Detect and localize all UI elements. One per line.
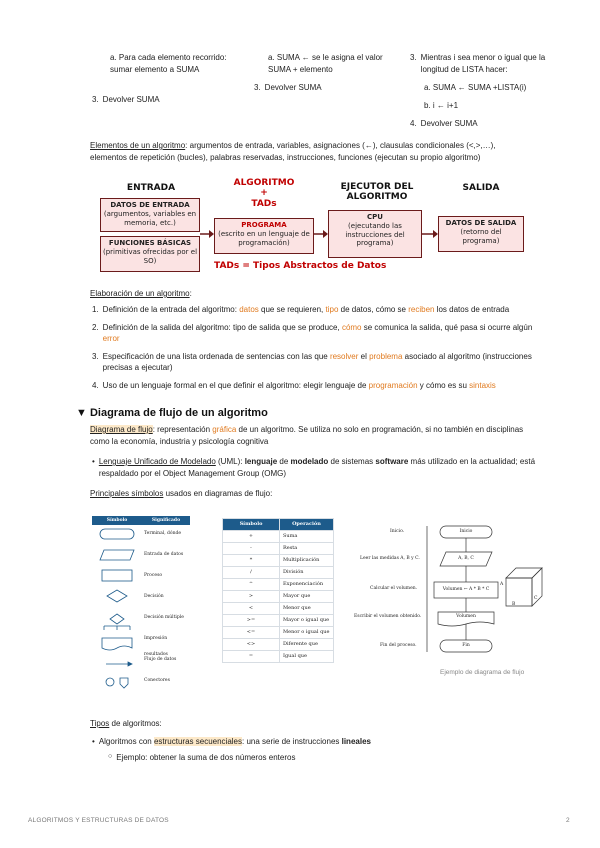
table-row: Entrada de datos bbox=[144, 552, 184, 557]
operator-symbol: <= bbox=[223, 627, 280, 639]
operator-symbol: + bbox=[223, 531, 280, 543]
list-item: 4. Uso de un lenguaje formal en el que definir el algoritmo: elegir lenguaje de programación y cómo es su sintaxis bbox=[92, 380, 496, 390]
decision-shape bbox=[107, 590, 127, 602]
cpu-box: CPU (ejecutando las instrucciones del programa) bbox=[328, 210, 422, 258]
operator-meaning: Exponenciación bbox=[280, 579, 334, 591]
table-row bbox=[223, 615, 334, 627]
uml-bullet: • Lenguaje Unificado de Modelado (UML): lenguaje de modelado de sistemas software más utilizado en la actualidad; está respaldado por el Object Management Group (OMG) bbox=[92, 457, 536, 478]
col1-item-3: 3. Devolver SUMA bbox=[92, 95, 160, 104]
table-row: Impresión resultados bbox=[144, 636, 168, 657]
top-col-2 bbox=[268, 52, 386, 75]
footer-title: ALGORITMOS Y ESTRUCTURAS DE DATOS bbox=[28, 817, 169, 824]
elaboracion-list bbox=[92, 304, 542, 392]
operator-meaning: Menor o igual que bbox=[280, 627, 334, 639]
table-row: Conectores bbox=[144, 678, 170, 683]
symbols-meanings bbox=[144, 526, 190, 694]
operator-meaning: División bbox=[280, 567, 334, 579]
datos-entrada-box: DATOS DE ENTRADA (argumentos, variables en memoria, etc.) bbox=[100, 198, 200, 232]
operator-symbol: * bbox=[223, 555, 280, 567]
multi-decision-shape bbox=[110, 614, 124, 624]
col2-item-a: a. SUMA ← se le asigna el valor SUMA + elemento bbox=[268, 53, 383, 74]
ejecutor-heading: EJECUTOR DEL ALGORITMO bbox=[340, 182, 414, 203]
process-shape bbox=[102, 570, 132, 581]
symbols-shapes bbox=[92, 526, 142, 694]
operator-meaning: Diferente que bbox=[280, 639, 334, 651]
operator-meaning: Menor que bbox=[280, 603, 334, 615]
table-row bbox=[223, 579, 334, 591]
tipos-sub-bullet-1: ○ Ejemplo: obtener la suma de dos números enteros bbox=[108, 753, 296, 762]
table-row bbox=[223, 639, 334, 651]
terminal-shape bbox=[100, 529, 134, 539]
operator-meaning: Suma bbox=[280, 531, 334, 543]
section-title: Diagrama de flujo de un algoritmo bbox=[89, 407, 268, 419]
algoritmo-heading: ALGORITMO + TADs bbox=[233, 178, 295, 209]
page-number: 2 bbox=[566, 817, 570, 824]
table-row: Decisión múltiple bbox=[144, 615, 184, 620]
col3-item-4: 4. Devolver SUMA bbox=[410, 119, 478, 128]
tipos-bullet-1: • Algoritmos con estructuras secuenciales: una serie de instrucciones lineales bbox=[92, 737, 371, 746]
operator-meaning: Mayor que bbox=[280, 591, 334, 603]
table-row bbox=[223, 627, 334, 639]
list-item: 3. Especificación de una lista ordenada de sentencias con las que resolver el problema asociado al algoritmo (instrucciones precisas a ejecutar) bbox=[92, 351, 532, 373]
elementos-paragraph: Elementos de un algoritmo: argumentos de entrada, variables, asignaciones (←), clausulas condicionales (<,>,…), elementos de repetición (bucles), palabras reservadas, instrucciones, funciones (ejecutan su propio algoritmo) bbox=[90, 141, 496, 162]
table-row bbox=[223, 567, 334, 579]
operator-symbol: / bbox=[223, 567, 280, 579]
elementos-label: Elementos de un algoritmo bbox=[90, 141, 186, 150]
connector-shape bbox=[106, 678, 114, 686]
table-row bbox=[223, 531, 334, 543]
operator-meaning: Mayor o igual que bbox=[280, 615, 334, 627]
table-row: Proceso bbox=[144, 573, 163, 578]
col1-item-a: a. Para cada elemento recorrido: sumar elemento a SUMA bbox=[110, 53, 227, 74]
table-row: Terminal, dónde bbox=[144, 531, 182, 536]
table-row: Flujo de datos bbox=[144, 657, 177, 662]
col2-item-3: 3. Devolver SUMA bbox=[254, 83, 322, 92]
operator-meaning: Igual que bbox=[280, 651, 334, 663]
operator-symbol: < bbox=[223, 603, 280, 615]
diagrama-flujo-paragraph: Diagrama de flujo: representación gráfica de un algoritmo. Se utiliza no solo en programación, si no también en disciplinas como la economía, industria y psicología cognitiva bbox=[90, 425, 524, 446]
offpage-connector-shape bbox=[120, 678, 128, 688]
table-row bbox=[223, 591, 334, 603]
entrada-heading: ENTRADA bbox=[126, 183, 176, 193]
col3-item-3: 3. Mientras i sea menor o igual que la longitud de LISTA hacer: bbox=[410, 53, 546, 74]
list-item: 1. Definición de la entrada del algoritmo: datos que se requieren, tipo de datos, cómo se reciben los datos de entrada bbox=[92, 305, 510, 314]
flow-example: Inicio. Inicio Leer las medidas A, B y C. A, B, C Calcular el volumen. Volumen ← A * B * C Escribir el volumen obtenido. Volumen Fin del proceso. Fin A B C Ejemplo de diagrama de flujo bbox=[360, 522, 548, 690]
list-item: 2. Definición de la salida del algoritmo: tipo de salida que se produce, cómo se comunica la salida, qué pasa si ocurre algún error bbox=[92, 322, 533, 344]
flow-caption: Ejemplo de diagrama de flujo bbox=[440, 669, 525, 676]
operator-symbol: - bbox=[223, 543, 280, 555]
symbols-table: Símbolo Significado Terminal, dónde Entrada de datos Proceso Decisión Decisión múltiple Impresión resultados Flujo de datos Conectores bbox=[92, 516, 190, 694]
print-shape bbox=[102, 638, 132, 650]
operator-symbol: >= bbox=[223, 615, 280, 627]
funciones-box: FUNCIONES BÁSICAS (primitivas ofrecidas por el SO) bbox=[100, 236, 200, 272]
operator-meaning: Multiplicación bbox=[280, 555, 334, 567]
section-heading[interactable] bbox=[76, 406, 268, 422]
tads-caption: TADs = Tipos Abstractos de Datos bbox=[214, 261, 387, 271]
simbolos-heading: Principales símbolos usados en diagramas de flujo: bbox=[90, 489, 273, 498]
col3-item-b: b. i ← i+1 bbox=[424, 101, 459, 110]
tipos-heading: Tipos de algoritmos: bbox=[90, 719, 162, 728]
input-shape bbox=[100, 550, 134, 560]
table-row bbox=[223, 651, 334, 663]
operator-symbol: > bbox=[223, 591, 280, 603]
operator-meaning: Resta bbox=[280, 543, 334, 555]
salida-heading: SALIDA bbox=[462, 183, 500, 193]
table-row bbox=[223, 603, 334, 615]
operators-table: Símbolo Operación + Suma - Resta * Multiplicación / División ^ Exponenciación > Mayor que < Menor que >= Mayor o igual que <= Menor o igual que <> Diferente que = Igual que bbox=[222, 518, 334, 663]
col3-item-a: a. SUMA ← SUMA +LISTA(i) bbox=[424, 83, 527, 92]
table-row: Decisión bbox=[144, 594, 164, 599]
operator-symbol: = bbox=[223, 651, 280, 663]
elaboracion-heading: Elaboración de un algoritmo: bbox=[90, 289, 192, 298]
toggle-triangle-icon[interactable]: ▼ bbox=[76, 407, 87, 419]
operator-symbol: <> bbox=[223, 639, 280, 651]
table-row bbox=[223, 543, 334, 555]
programa-box: PROGRAMA (escrito en un lenguaje de programación) bbox=[214, 218, 314, 254]
algorithm-diagram bbox=[96, 178, 528, 276]
operator-symbol: ^ bbox=[223, 579, 280, 591]
top-col-1 bbox=[106, 52, 241, 75]
datos-salida-box: DATOS DE SALIDA (retorno del programa) bbox=[438, 216, 524, 252]
table-row bbox=[223, 555, 334, 567]
